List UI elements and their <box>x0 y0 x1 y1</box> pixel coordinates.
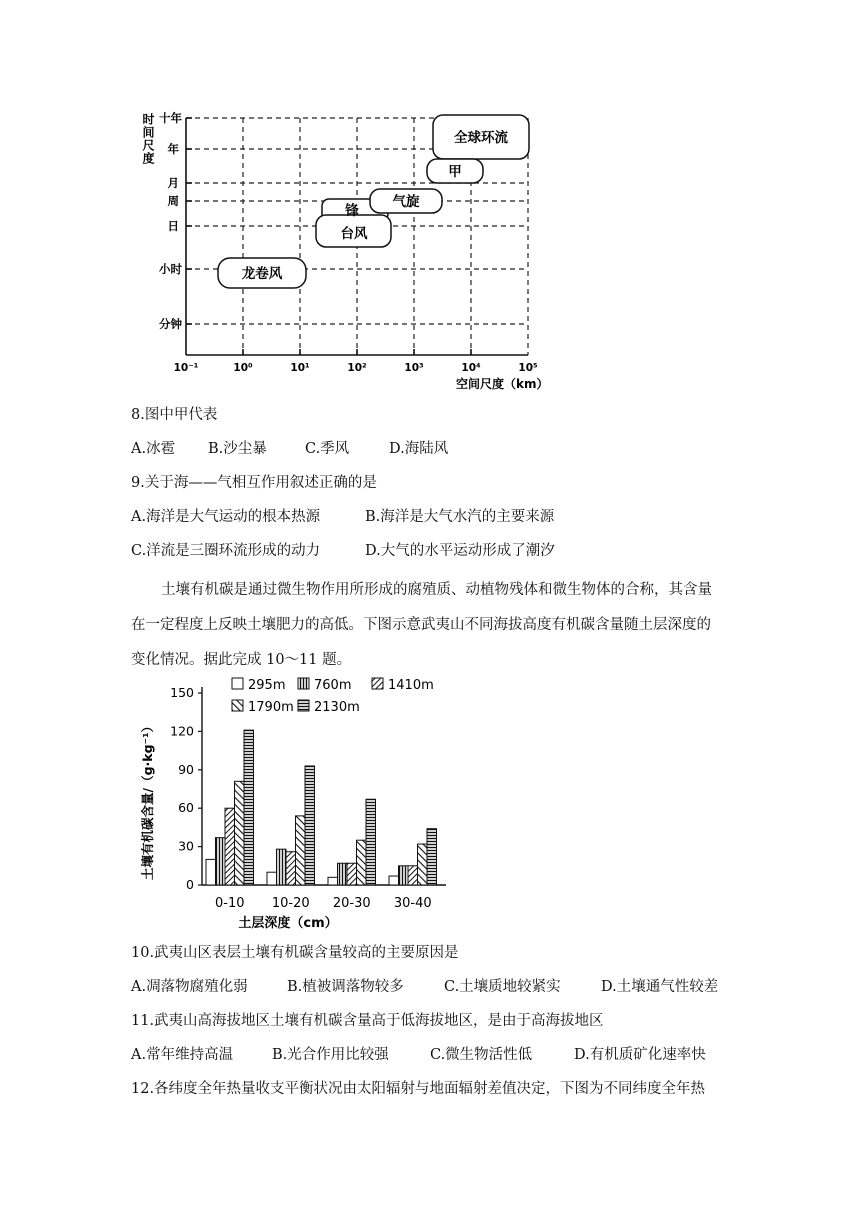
bar <box>328 877 338 885</box>
time-tick: 分钟 <box>159 317 182 331</box>
space-tick: 10⁴ <box>461 362 481 374</box>
y-axis-label: 土壤有机碳含量/（g·kg⁻¹） <box>140 719 155 880</box>
bar <box>235 781 245 885</box>
x-axis-label: 土层深度（cm） <box>238 916 338 930</box>
y-tick-label: 120 <box>170 723 194 739</box>
legend-swatch <box>372 678 383 689</box>
bar <box>347 863 357 885</box>
space-axis-label: 空间尺度（km） <box>456 377 549 391</box>
legend-label: 2130m <box>314 700 360 715</box>
x-tick-label: 20-30 <box>332 896 371 911</box>
q10-stem: 10.武夷山区表层土壤有机碳含量较高的主要原因是 <box>131 945 459 961</box>
time-tick: 小时 <box>159 262 182 276</box>
bar <box>286 852 296 885</box>
y-tick-label: 60 <box>178 800 194 816</box>
q11-options <box>131 1045 706 1065</box>
bar <box>305 766 315 885</box>
q10-option-a[interactable]: A.凋落物腐殖化弱 <box>131 979 248 995</box>
q11-stem: 11.武夷山高海拔地区土壤有机碳含量高于低海拔地区，是由于高海拔地区 <box>131 1013 604 1029</box>
space-tick: 10³ <box>404 362 424 374</box>
q11-option-d[interactable]: D.有机质矿化速率快 <box>574 1047 706 1063</box>
q10-option-b[interactable]: B.植被调落物较多 <box>287 979 404 995</box>
legend-label: 1410m <box>388 678 434 693</box>
q8-options <box>131 439 448 459</box>
q9-option-a[interactable]: A.海洋是大气运动的根本热源 <box>131 509 321 525</box>
passage <box>131 573 731 678</box>
y-tick-label: 30 <box>178 838 194 854</box>
soil-carbon-chart <box>140 675 470 930</box>
legend-label: 295m <box>248 678 286 693</box>
bar <box>366 799 376 885</box>
time-tick: 周 <box>167 194 179 208</box>
space-tick: 10⁻¹ <box>173 362 199 374</box>
q12-stem: 12.各纬度全年热量收支平衡状况由太阳辐射与地面辐射差值决定，下图为不同纬度全年热 <box>131 1081 706 1097</box>
x-tick-label: 0-10 <box>214 896 245 911</box>
time-tick: 月 <box>167 176 179 190</box>
bar <box>389 876 399 885</box>
bar <box>418 844 428 885</box>
q10-option-c[interactable]: C.土壤质地较紧实 <box>444 979 561 995</box>
y-tick-label: 90 <box>178 761 194 777</box>
space-tick: 10⁵ <box>518 362 538 374</box>
label-tornado: 龙卷风 <box>241 266 283 282</box>
y-tick-label: 150 <box>170 685 194 700</box>
time-tick: 年 <box>167 142 179 156</box>
legend-label: 760m <box>314 678 352 693</box>
bar <box>225 808 235 885</box>
bar <box>216 838 226 885</box>
label-jia: 甲 <box>448 164 462 180</box>
x-tick-label: 30-40 <box>393 896 432 911</box>
q10-option-d[interactable]: D.土壤通气性较差 <box>601 979 719 995</box>
q11-option-c[interactable]: C.微生物活性低 <box>430 1047 533 1063</box>
bar <box>408 866 418 885</box>
bar <box>206 859 216 885</box>
q10-options <box>131 977 718 997</box>
legend-swatch <box>298 700 309 711</box>
label-typhoon: 台风 <box>340 226 368 242</box>
q9-option-c[interactable]: C.洋流是三圈环流形成的动力 <box>131 543 321 559</box>
y-tick-label: 0 <box>186 877 194 892</box>
q9-options-row1 <box>131 507 554 527</box>
scale-diagram <box>130 105 570 395</box>
q8-option-c[interactable]: C.季风 <box>305 441 350 457</box>
q8-option-b[interactable]: B.沙尘暴 <box>208 441 267 457</box>
time-tick: 日 <box>167 219 179 233</box>
bar <box>427 829 437 885</box>
q11-option-b[interactable]: B.光合作用比较强 <box>272 1047 389 1063</box>
q8-option-a[interactable]: A.冰雹 <box>131 441 176 457</box>
legend-label: 1790m <box>248 700 294 715</box>
time-axis-label: 时间尺度 <box>141 113 155 165</box>
q9-options-row2 <box>131 541 555 561</box>
passage-line: 土壤有机碳是通过微生物作用所形成的腐殖质、动植物残体和微生物体的合称，其含量 <box>161 582 712 598</box>
bar <box>399 866 409 885</box>
bar <box>277 849 287 885</box>
legend-swatch <box>232 678 243 689</box>
q8-option-d[interactable]: D.海陆风 <box>389 441 449 457</box>
space-tick: 10⁰ <box>233 362 253 374</box>
bar <box>357 840 367 885</box>
legend-swatch <box>232 700 243 711</box>
bar <box>296 816 306 885</box>
label-front: 锋 <box>345 203 359 219</box>
q9-stem: 9.关于海——气相互作用叙述正确的是 <box>131 475 377 491</box>
bar <box>267 872 277 885</box>
passage-line: 在一定程度上反映土壤肥力的高低。下图示意武夷山不同海拔高度有机碳含量随土层深度的 <box>131 617 711 633</box>
space-tick: 10¹ <box>290 362 310 374</box>
legend-swatch <box>298 678 309 689</box>
bar <box>338 863 348 885</box>
time-tick: 十年 <box>159 111 182 125</box>
label-cyclone: 气旋 <box>392 194 420 210</box>
bar <box>244 730 254 885</box>
q9-option-b[interactable]: B.海洋是大气水汽的主要来源 <box>365 509 555 525</box>
q9-option-d[interactable]: D.大气的水平运动形成了潮汐 <box>365 543 555 559</box>
x-tick-label: 10-20 <box>271 896 310 911</box>
q8-stem: 8.图中甲代表 <box>131 407 218 423</box>
q11-option-a[interactable]: A.常年维持高温 <box>131 1047 234 1063</box>
label-global-circulation: 全球环流 <box>454 130 508 146</box>
space-tick: 10² <box>347 362 367 374</box>
passage-line: 变化情况。据此完成 10～11 题。 <box>131 652 352 668</box>
